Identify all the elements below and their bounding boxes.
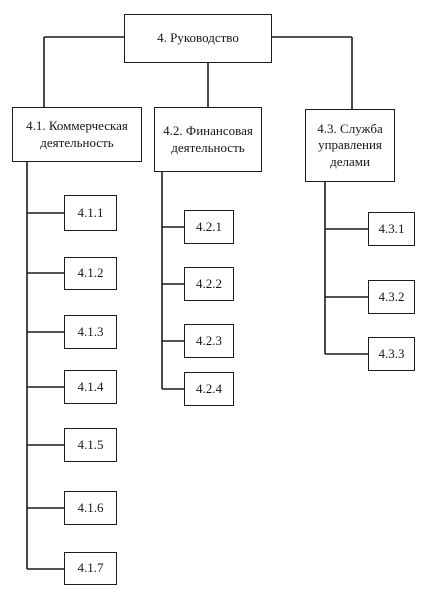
leaf-node-4-1-5: [64, 428, 117, 462]
leaf-label: 4.2.1: [196, 218, 222, 234]
leaf-node-4-3-2: [368, 280, 415, 314]
leaf-node-4-1-7: [64, 552, 117, 585]
leaf-label: 4.2.4: [196, 380, 222, 396]
leaf-node-4-2-3: [184, 324, 234, 358]
leaf-label: 4.3.1: [378, 220, 405, 236]
leaf-node-4-1-2: [64, 257, 117, 290]
division-1-line-2: деятельность: [40, 134, 114, 150]
leaf-node-4-1-3: [64, 315, 117, 349]
leaf-label: 4.3.3: [378, 345, 405, 361]
leaf-node-4-3-1: [368, 212, 415, 246]
leaf-label: 4.1.3: [77, 323, 104, 339]
division-2-line-1: 4.2. Финансовая: [163, 123, 253, 139]
division-1-line-1: 4.1. Коммерческая: [26, 118, 128, 134]
leaf-label: 4.1.4: [77, 378, 104, 394]
division-node-2: [154, 107, 262, 172]
leaf-label: 4.1.1: [77, 204, 104, 220]
leaf-node-4-1-4: [64, 370, 117, 404]
leaf-label: 4.1.2: [77, 265, 104, 281]
leaf-node-4-2-1: [184, 210, 234, 244]
leaf-node-4-3-3: [368, 337, 415, 371]
root-node: [124, 14, 272, 63]
division-node-3: [305, 109, 395, 182]
division-3-line-3: делами: [330, 153, 370, 169]
leaf-node-4-2-4: [184, 372, 234, 406]
leaf-label: 4.3.2: [378, 288, 405, 304]
division-3-line-2: управления: [318, 137, 382, 153]
leaf-node-4-2-2: [184, 267, 234, 301]
division-node-1: [12, 107, 142, 162]
leaf-label: 4.1.6: [77, 499, 104, 515]
root-node-label: 4. Руководство: [157, 30, 239, 46]
leaf-node-4-1-6: [64, 491, 117, 525]
leaf-label: 4.2.3: [196, 332, 222, 348]
division-3-line-1: 4.3. Служба: [317, 121, 383, 137]
leaf-label: 4.2.2: [196, 275, 222, 291]
leaf-node-4-1-1: [64, 195, 117, 231]
leaf-label: 4.1.7: [77, 560, 104, 576]
division-2-line-2: деятельность: [171, 139, 245, 155]
leaf-label: 4.1.5: [77, 436, 104, 452]
